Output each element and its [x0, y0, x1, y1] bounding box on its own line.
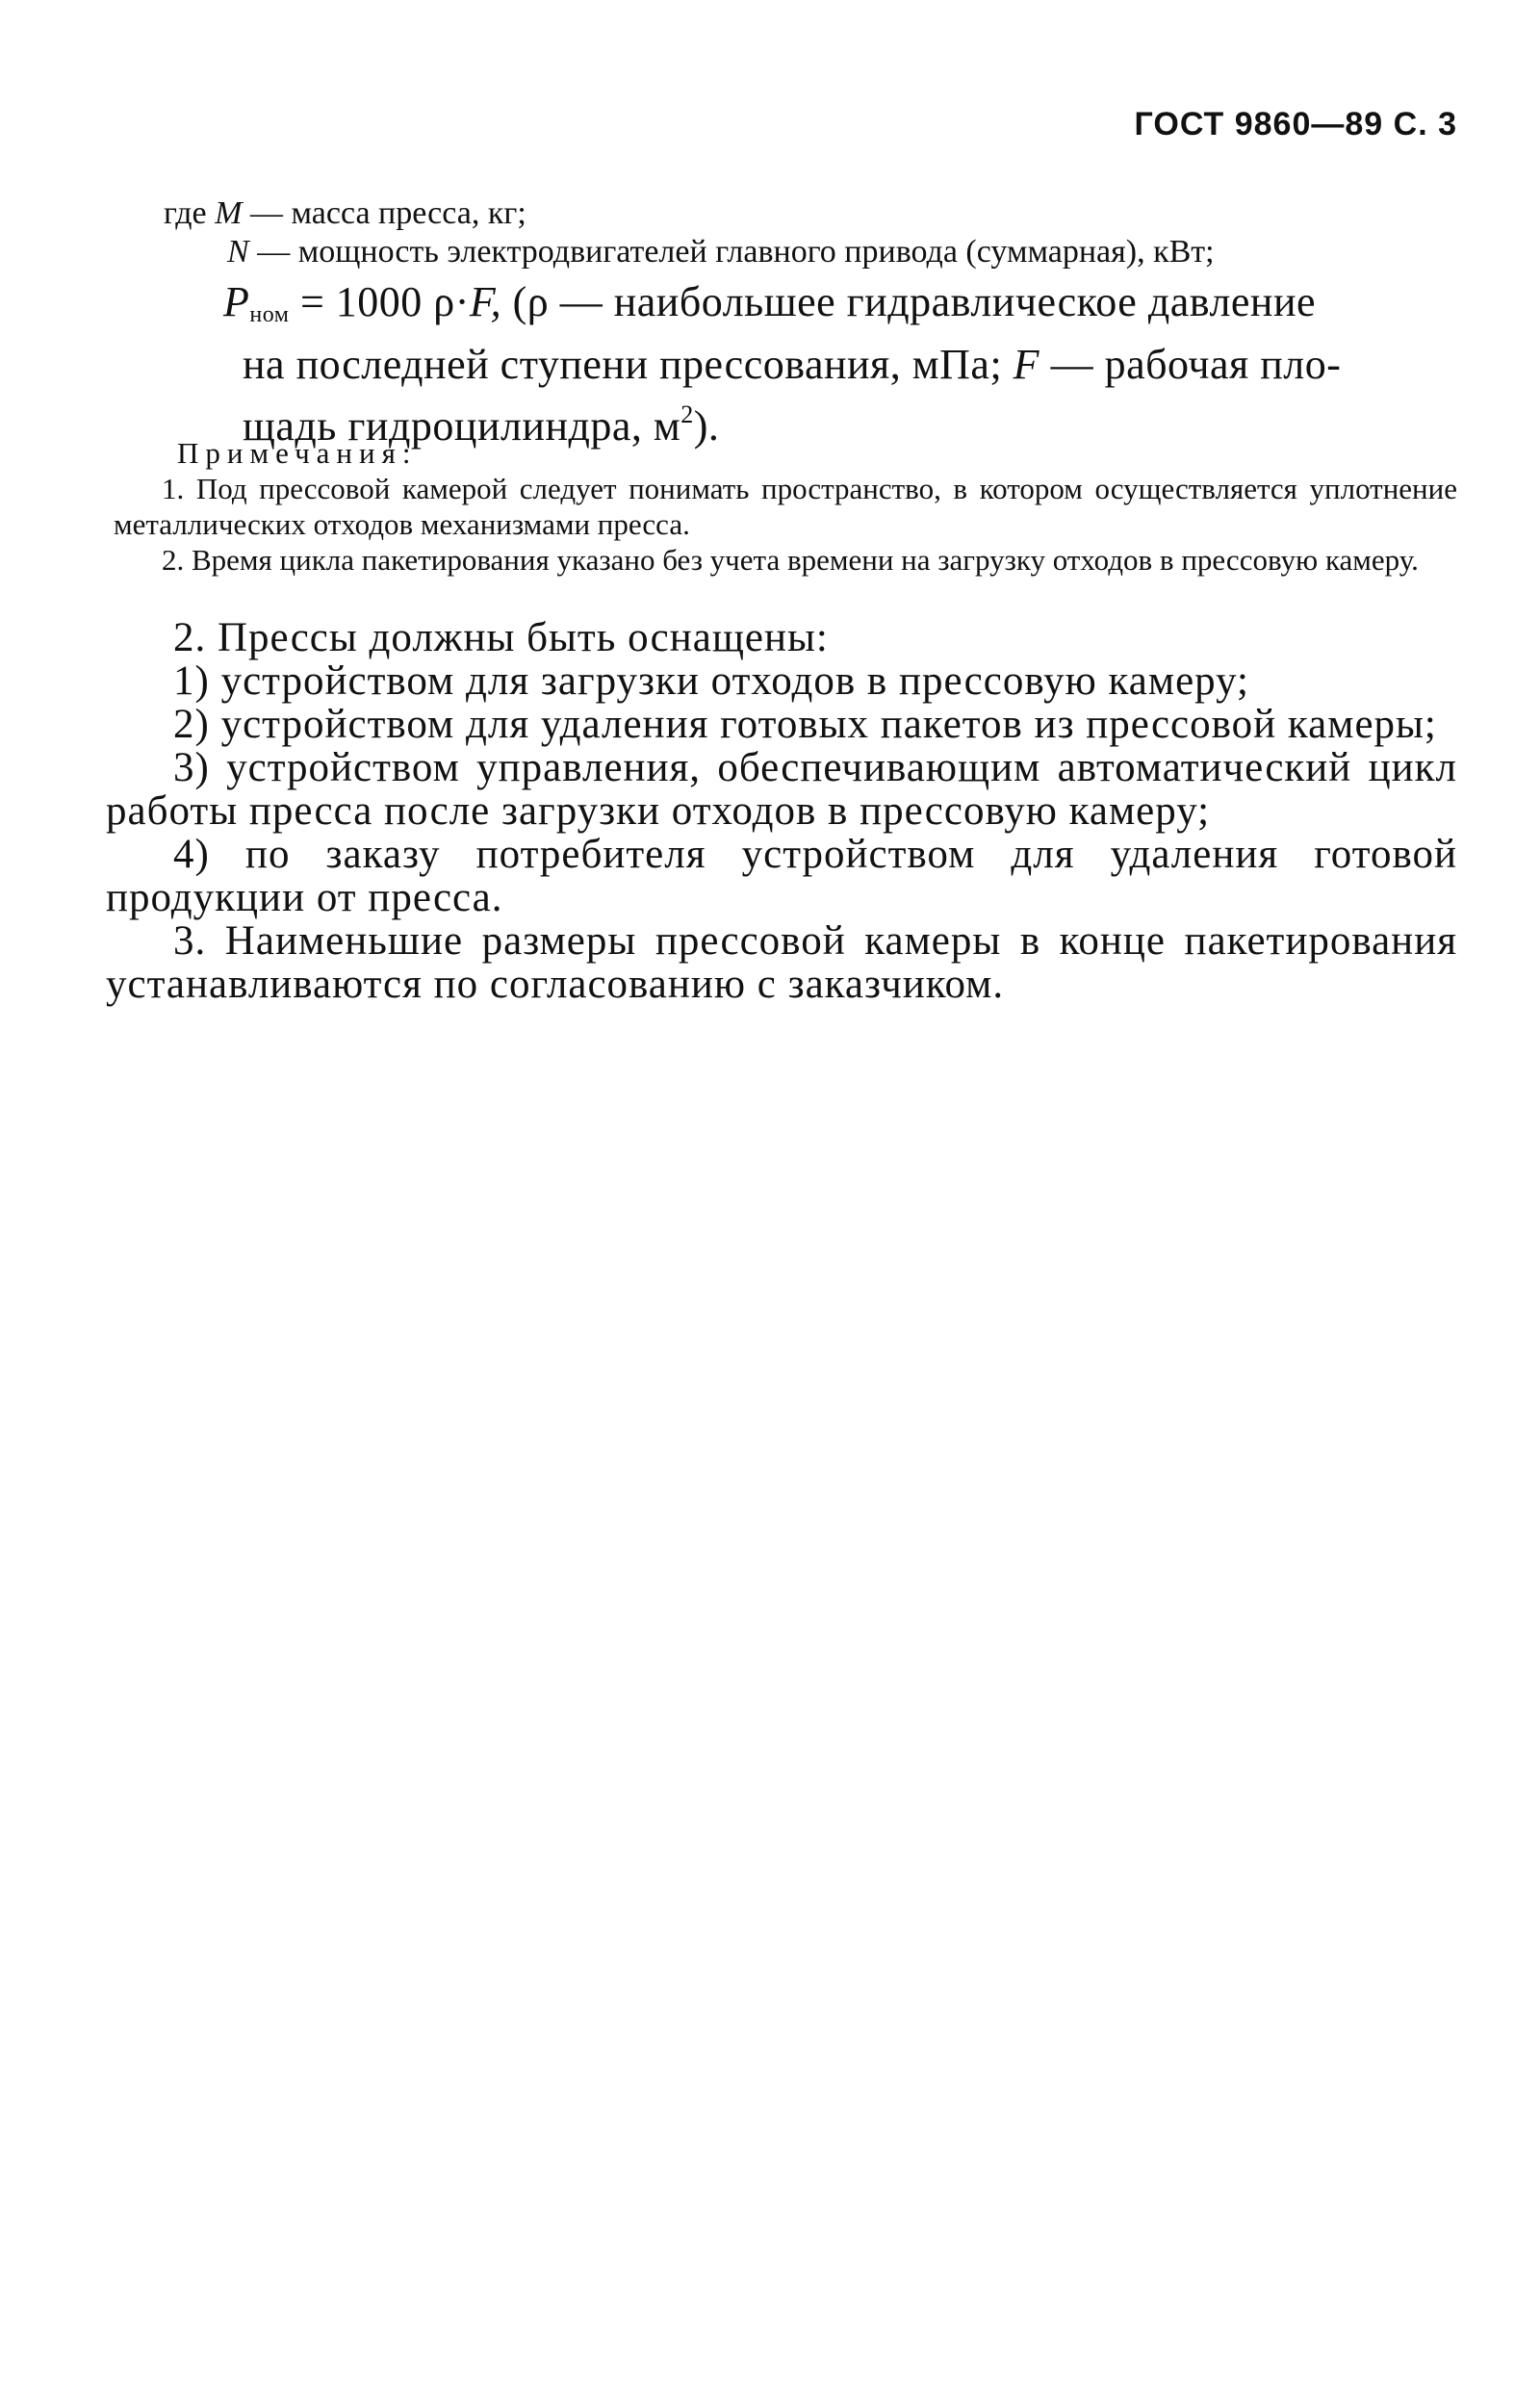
- notes-section: [114, 435, 1457, 578]
- main-text: [106, 616, 1457, 1006]
- formula-equation: = 1000 ρ·: [289, 278, 470, 325]
- symbol-n: N: [227, 234, 249, 270]
- formula-explanation: (ρ — наибольшее гидравлическое давление: [501, 278, 1317, 325]
- clause-2-item-2: 2) устройством для удаления готовых пакетов из прессовой камеры;: [173, 702, 1437, 747]
- note-item: 1. Под прессовой камерой следует понимать пространство, в котором осуществляется уплотнение металлических отходов механизмами пресса.: [114, 472, 1457, 541]
- clause-2-item-4: 4) по заказу потребителя устройством для удаления готовой продукции от пресса.: [106, 832, 1457, 920]
- definition-n-text: — мощность электродвигателей главного привода (суммарная), кВт;: [248, 234, 1215, 270]
- area-unit-exponent: 2: [680, 400, 694, 428]
- formula-line-2-rest: — рабочая пло-: [1040, 341, 1342, 388]
- notes-title: Примечания:: [177, 436, 418, 470]
- note-item: 2. Время цикла пакетирования указано без учета времени на загрузку отходов в прессовую камеру.: [162, 543, 1419, 577]
- formula-line-3-text: щадь гидроцилиндра, м: [243, 402, 681, 450]
- clause-2-item-3: 3) устройством управления, обеспечивающим автоматический цикл работы пресса после загрузки отходов в прессовую камеру;: [106, 745, 1457, 834]
- symbol-f-2: F: [1013, 341, 1040, 388]
- symbol-f: F,: [469, 278, 502, 325]
- variable-definitions: [164, 194, 1463, 271]
- definition-n: [164, 233, 1463, 271]
- symbol-p-subscript: ном: [249, 302, 290, 327]
- page-header: ГОСТ 9860—89 С. 3: [1134, 106, 1457, 142]
- formula-line-2-text: на последней ступени прессования, мПа;: [243, 341, 1014, 388]
- clause-2-heading: 2. Прессы должны быть оснащены:: [173, 615, 829, 660]
- symbol-m: M: [215, 195, 243, 231]
- definition-m: [164, 194, 1463, 233]
- definition-m-text: — масса пресса, кг;: [242, 195, 526, 231]
- definition-lead: где: [164, 195, 216, 231]
- formula-line-3-end: ).: [693, 402, 720, 450]
- formula-line-2: [223, 340, 1457, 390]
- clause-3: 3. Наименьшие размеры прессовой камеры в конце пакетирования устанавливаются по согласованию с заказчиком.: [106, 918, 1457, 1007]
- symbol-p: P: [223, 278, 250, 325]
- clause-2-item-1: 1) устройством для загрузки отходов в прессовую камеру;: [173, 658, 1249, 704]
- formula-line-1: [223, 277, 1457, 340]
- nominal-force-formula: [223, 277, 1457, 451]
